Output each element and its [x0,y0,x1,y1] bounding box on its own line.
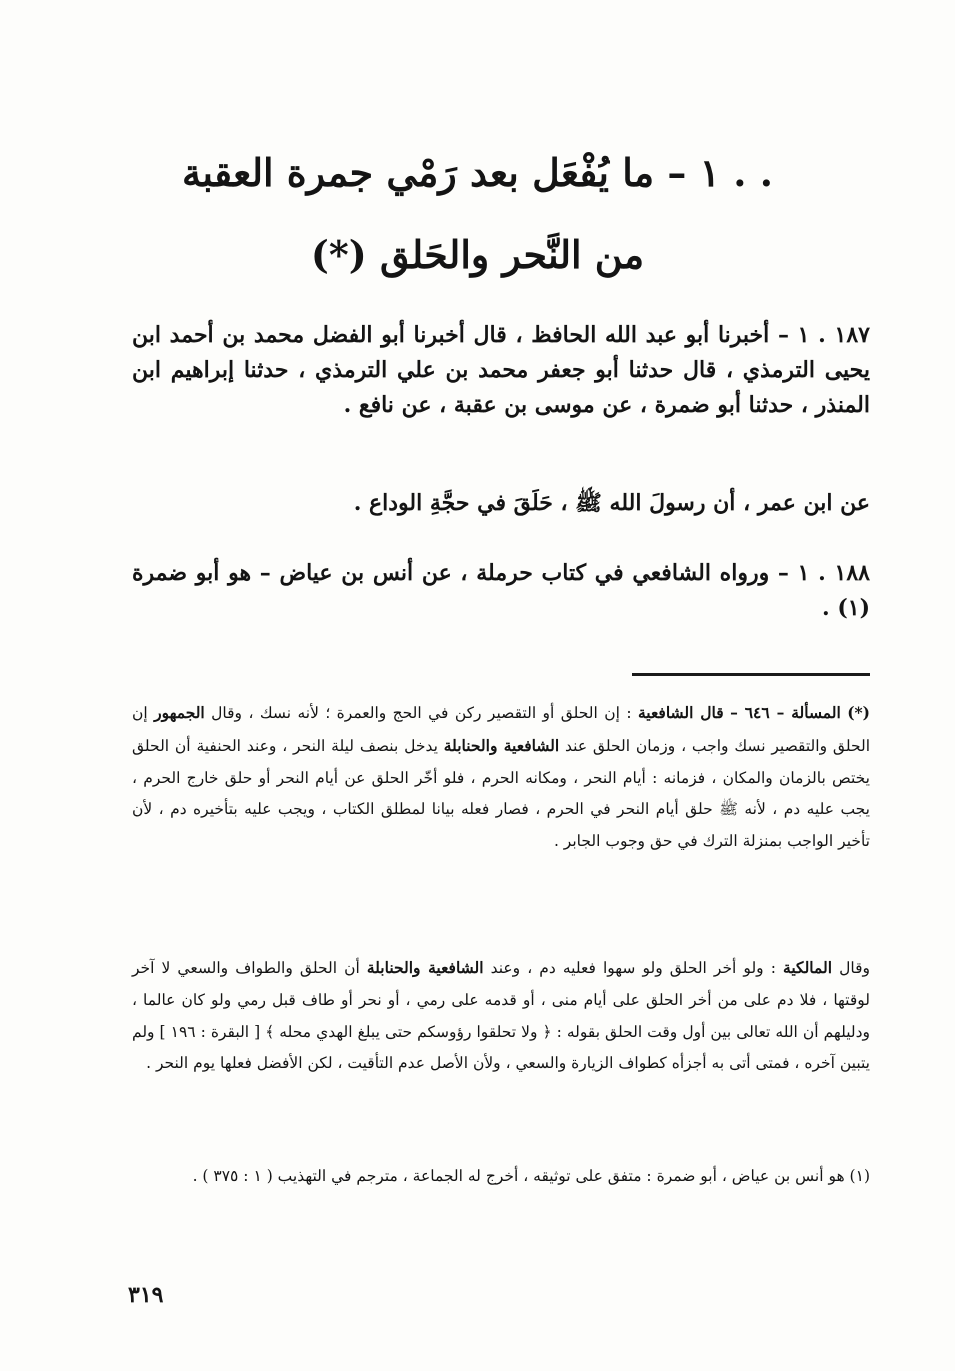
footnote-maliki-intro: وقال [839,959,870,977]
footnote-separator-rule [632,673,870,676]
chapter-title-line-2: من النَّحر والحَلق (*) [310,232,645,277]
hadith-text: عن ابن عمر ، أن رسولَ الله ﷺ ، حَلَقَ في حجَّةِ الوداع . [353,490,870,516]
footnote-star-marker: (*) [847,703,870,722]
footnote-maliki-text: : ولو أخر الحلق ولو سهوا فعليه دم ، وعند [490,959,776,977]
chapter-title-line-1: . . ١ – ما يُفْعَل بعد رَمْي جمرة العقبة [182,150,773,195]
page-number: ٣١٩ [128,1282,164,1308]
footnote-shafii-hanabila-label-2: الشافعية والحنابلة [366,958,484,977]
footnote-jumhur-text: إن الحلق والتقصير نسك واجب ، وزمان الحلق عند [132,704,870,755]
footnote-shafii-text: : إن الحلق أو التقصير ركن في الحج والعمرة ؛ لأنه نسك ، وقال [211,704,632,722]
footnote-maliki-rest: أن الحلق والطواف والسعي لا آخر لوقتها ، فلا دم على من أخر الحلق على أيام منى ، أو قدمه على رمي ، أو نحر أو طاف قبل رمي ولو كان عالما ، ودليلهم أن الله تعالى بين أول وقت الحلق بقوله : ﴿ ولا تحلقوا رؤوسكم حتى يبلغ الهدي محله ﴾ [ البقرة : ١٩٦ ] ولم يتبين آخره ، فمتى أتى به أجزأه كطواف الزيارة والسعي ، ولأن الأصل عدم التأقيت ، لكن الأفضل فعلها يوم النحر . [132,959,870,1073]
footnote-one: (١) هو أنس بن عياض ، أبو ضمرة : متفق على توثيقه ، أخرج له الجماعة ، مترجم في التهذيب ( ١ : ٣٧٥ ) . [192,1167,870,1185]
footnote-star [132,697,870,858]
footnote-rest-text: يدخل بنصف ليلة النحر ، وعند الحنفية أن الحلق يختص بالزمان والمكان ، فزمانه : أيام النحر ، ومكانه الحرم ، فلو أخّر الحلق عن أيام النحر أو حلق خارج الحرم ، يجب عليه دم ، لأنه ﷺ حلق أيام النحر في الحرم ، فصار فعله بيانا لمطلق الكتاب ، ويجب عليه بتأخيره دم ، لأن تأخير الواجب بمنزلة الترك في حق وجوب الجابر . [132,736,870,851]
paragraph-188: ١٨٨ . ١ – ورواه الشافعي في كتاب حرملة ، عن أنس بن عياض – هو أبو ضمرة (١) . [132,560,870,622]
footnote-maliki-label: المالكية [783,958,833,977]
footnote-issue-label: المسألة – ٦٤٦ – [730,703,841,722]
footnote-jumhur-label: الجمهور [154,703,205,722]
footnote-shafii-hanabila-label: الشافعية والحنابلة [443,735,560,755]
footnote-star-maliki [132,952,870,1080]
paragraph-187: ١٨٧ . ١ – أخبرنا أبو عبد الله الحافظ ، قال أخبرنا أبو الفضل محمد بن أحمد ابن يحيى الترمذي ، قال حدثنا أبو جعفر محمد بن علي الترمذي ، حدثنا إبراهيم ابن المنذر ، حدثنا أبو ضمرة ، عن موسى بن عقبة ، عن نافع . [132,322,870,419]
footnote-shafii-label: قال الشافعية [637,703,724,722]
